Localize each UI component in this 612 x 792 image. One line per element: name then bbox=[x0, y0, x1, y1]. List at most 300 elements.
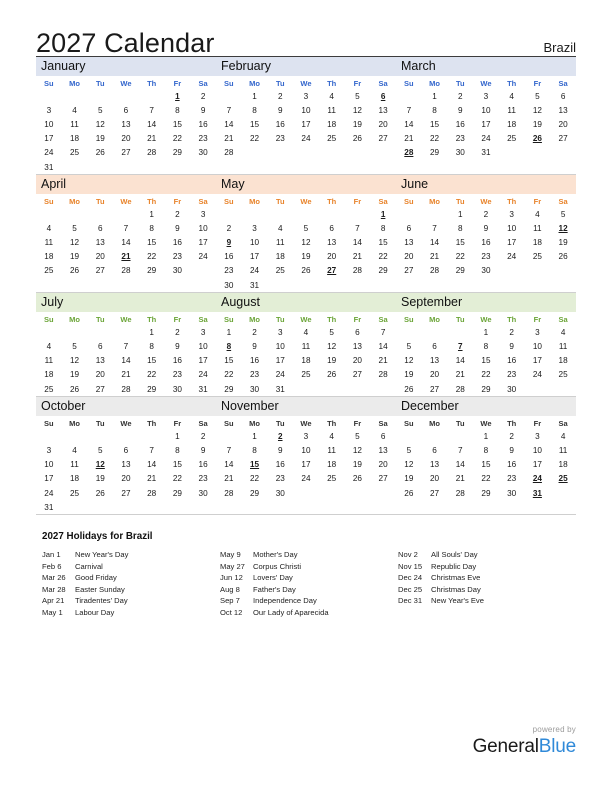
day-cell[interactable]: 7 bbox=[149, 445, 154, 455]
day-cell[interactable]: 22 bbox=[481, 474, 491, 484]
day-cell[interactable]: 5 bbox=[329, 327, 334, 337]
day-cell[interactable]: 28 bbox=[121, 266, 131, 276]
day-cell[interactable]: 15 bbox=[172, 119, 182, 129]
day-cell[interactable]: 29 bbox=[430, 148, 440, 158]
day-cell[interactable]: 25 bbox=[558, 370, 568, 380]
holiday-day-cell[interactable]: 15 bbox=[250, 460, 260, 470]
day-cell[interactable]: 27 bbox=[430, 488, 440, 498]
day-cell[interactable]: 20 bbox=[378, 460, 388, 470]
day-cell[interactable]: 7 bbox=[123, 223, 129, 233]
day-cell[interactable]: 7 bbox=[226, 445, 232, 455]
day-cell[interactable]: 13 bbox=[430, 460, 440, 470]
day-cell[interactable]: 6 bbox=[329, 223, 334, 233]
day-cell[interactable]: 18 bbox=[44, 370, 54, 380]
day-cell[interactable]: 10 bbox=[532, 445, 542, 455]
day-cell[interactable]: 10 bbox=[481, 105, 491, 115]
day-cell[interactable]: 12 bbox=[70, 238, 80, 248]
day-cell[interactable]: 26 bbox=[70, 384, 80, 394]
day-cell[interactable]: 15 bbox=[481, 460, 491, 470]
day-cell[interactable]: 21 bbox=[224, 134, 234, 144]
day-cell[interactable]: 21 bbox=[121, 370, 131, 380]
day-cell[interactable]: 31 bbox=[44, 502, 54, 512]
day-cell[interactable]: 1 bbox=[226, 327, 232, 337]
day-cell[interactable]: 18 bbox=[327, 119, 337, 129]
day-cell[interactable]: 30 bbox=[507, 488, 517, 498]
day-cell[interactable]: 25 bbox=[327, 474, 337, 484]
day-cell[interactable]: 24 bbox=[507, 252, 517, 262]
day-cell[interactable]: 25 bbox=[70, 148, 80, 158]
day-cell[interactable]: 22 bbox=[147, 252, 157, 262]
day-cell[interactable]: 4 bbox=[329, 91, 334, 101]
day-cell[interactable]: 11 bbox=[44, 356, 54, 366]
day-cell[interactable]: 25 bbox=[44, 384, 54, 394]
day-cell[interactable]: 16 bbox=[455, 119, 465, 129]
day-cell[interactable]: 31 bbox=[44, 162, 54, 172]
day-cell[interactable]: 19 bbox=[95, 474, 105, 484]
day-cell[interactable]: 12 bbox=[352, 105, 362, 115]
day-cell[interactable]: 29 bbox=[455, 266, 465, 276]
day-cell[interactable]: 17 bbox=[44, 474, 54, 484]
day-cell[interactable]: 13 bbox=[404, 238, 414, 248]
day-cell[interactable]: 19 bbox=[352, 119, 362, 129]
day-cell[interactable]: 10 bbox=[250, 238, 260, 248]
day-cell[interactable]: 25 bbox=[327, 134, 337, 144]
day-cell[interactable]: 15 bbox=[147, 356, 157, 366]
day-cell[interactable]: 31 bbox=[198, 384, 208, 394]
day-cell[interactable]: 21 bbox=[378, 356, 388, 366]
day-cell[interactable]: 23 bbox=[198, 134, 208, 144]
day-cell[interactable]: 10 bbox=[275, 342, 285, 352]
day-cell[interactable]: 6 bbox=[97, 342, 103, 352]
day-cell[interactable]: 14 bbox=[224, 460, 234, 470]
day-cell[interactable]: 29 bbox=[172, 148, 182, 158]
day-cell[interactable]: 2 bbox=[226, 223, 232, 233]
day-cell[interactable]: 19 bbox=[558, 238, 568, 248]
day-cell[interactable]: 19 bbox=[95, 134, 105, 144]
day-cell[interactable]: 29 bbox=[147, 384, 157, 394]
day-cell[interactable]: 26 bbox=[327, 370, 337, 380]
day-cell[interactable]: 27 bbox=[430, 384, 440, 394]
day-cell[interactable]: 28 bbox=[378, 370, 388, 380]
day-cell[interactable]: 3 bbox=[535, 327, 540, 337]
day-cell[interactable]: 7 bbox=[226, 105, 232, 115]
day-cell[interactable]: 7 bbox=[123, 342, 129, 352]
day-cell[interactable]: 26 bbox=[404, 488, 414, 498]
holiday-day-cell[interactable]: 24 bbox=[532, 474, 542, 484]
day-cell[interactable]: 3 bbox=[252, 223, 257, 233]
day-cell[interactable]: 6 bbox=[432, 342, 437, 352]
day-cell[interactable]: 22 bbox=[224, 370, 234, 380]
day-cell[interactable]: 13 bbox=[558, 105, 568, 115]
day-cell[interactable]: 18 bbox=[275, 252, 285, 262]
day-cell[interactable]: 24 bbox=[301, 474, 311, 484]
day-cell[interactable]: 14 bbox=[121, 356, 131, 366]
day-cell[interactable]: 29 bbox=[172, 488, 182, 498]
day-cell[interactable]: 22 bbox=[481, 370, 491, 380]
day-cell[interactable]: 19 bbox=[70, 252, 80, 262]
day-cell[interactable]: 3 bbox=[277, 327, 283, 337]
day-cell[interactable]: 16 bbox=[198, 119, 208, 129]
day-cell[interactable]: 31 bbox=[250, 280, 260, 290]
day-cell[interactable]: 20 bbox=[95, 370, 105, 380]
day-cell[interactable]: 23 bbox=[198, 474, 208, 484]
day-cell[interactable]: 22 bbox=[378, 252, 388, 262]
day-cell[interactable]: 29 bbox=[224, 384, 234, 394]
day-cell[interactable]: 16 bbox=[250, 356, 260, 366]
day-cell[interactable]: 7 bbox=[457, 445, 463, 455]
day-cell[interactable]: 9 bbox=[252, 342, 257, 352]
day-cell[interactable]: 19 bbox=[352, 460, 362, 470]
day-cell[interactable]: 26 bbox=[558, 252, 568, 262]
day-cell[interactable]: 15 bbox=[250, 119, 260, 129]
day-cell[interactable]: 21 bbox=[455, 474, 465, 484]
day-cell[interactable]: 28 bbox=[147, 488, 157, 498]
day-cell[interactable]: 14 bbox=[430, 238, 440, 248]
day-cell[interactable]: 3 bbox=[303, 91, 309, 101]
holiday-day-cell[interactable]: 12 bbox=[558, 223, 568, 233]
day-cell[interactable]: 27 bbox=[378, 134, 388, 144]
day-cell[interactable]: 29 bbox=[481, 488, 491, 498]
day-cell[interactable]: 16 bbox=[507, 460, 517, 470]
day-cell[interactable]: 30 bbox=[198, 148, 208, 158]
day-cell[interactable]: 30 bbox=[198, 488, 208, 498]
day-cell[interactable]: 21 bbox=[404, 134, 414, 144]
day-cell[interactable]: 25 bbox=[70, 488, 80, 498]
day-cell[interactable]: 2 bbox=[200, 91, 206, 101]
day-cell[interactable]: 20 bbox=[95, 252, 105, 262]
day-cell[interactable]: 4 bbox=[535, 209, 540, 219]
day-cell[interactable]: 24 bbox=[532, 370, 542, 380]
day-cell[interactable]: 14 bbox=[121, 238, 131, 248]
day-cell[interactable]: 3 bbox=[535, 431, 540, 441]
holiday-day-cell[interactable]: 1 bbox=[380, 209, 386, 219]
day-cell[interactable]: 1 bbox=[149, 209, 154, 219]
day-cell[interactable]: 20 bbox=[430, 370, 440, 380]
day-cell[interactable]: 20 bbox=[430, 474, 440, 484]
day-cell[interactable]: 19 bbox=[301, 252, 311, 262]
day-cell[interactable]: 24 bbox=[198, 252, 208, 262]
day-cell[interactable]: 14 bbox=[404, 119, 414, 129]
day-cell[interactable]: 9 bbox=[175, 342, 180, 352]
day-cell[interactable]: 4 bbox=[277, 223, 283, 233]
day-cell[interactable]: 20 bbox=[404, 252, 414, 262]
day-cell[interactable]: 9 bbox=[277, 105, 283, 115]
day-cell[interactable]: 18 bbox=[532, 238, 542, 248]
day-cell[interactable]: 8 bbox=[175, 105, 180, 115]
day-cell[interactable]: 25 bbox=[44, 266, 54, 276]
day-cell[interactable]: 8 bbox=[380, 223, 386, 233]
day-cell[interactable]: 6 bbox=[355, 327, 360, 337]
day-cell[interactable]: 15 bbox=[172, 460, 182, 470]
holiday-day-cell[interactable]: 6 bbox=[380, 91, 386, 101]
day-cell[interactable]: 20 bbox=[558, 119, 568, 129]
day-cell[interactable]: 18 bbox=[70, 134, 80, 144]
day-cell[interactable]: 13 bbox=[121, 460, 131, 470]
day-cell[interactable]: 5 bbox=[72, 342, 77, 352]
day-cell[interactable]: 23 bbox=[250, 370, 260, 380]
day-cell[interactable]: 8 bbox=[483, 342, 489, 352]
day-cell[interactable]: 4 bbox=[560, 431, 566, 441]
day-cell[interactable]: 11 bbox=[70, 119, 79, 129]
day-cell[interactable]: 2 bbox=[457, 91, 463, 101]
day-cell[interactable]: 8 bbox=[149, 223, 154, 233]
day-cell[interactable]: 5 bbox=[355, 431, 360, 441]
day-cell[interactable]: 2 bbox=[277, 91, 283, 101]
day-cell[interactable]: 28 bbox=[224, 488, 234, 498]
day-cell[interactable]: 21 bbox=[147, 474, 157, 484]
day-cell[interactable]: 3 bbox=[303, 431, 309, 441]
day-cell[interactable]: 12 bbox=[95, 119, 105, 129]
day-cell[interactable]: 24 bbox=[198, 370, 208, 380]
holiday-day-cell[interactable]: 26 bbox=[532, 134, 542, 144]
day-cell[interactable]: 3 bbox=[46, 445, 52, 455]
day-cell[interactable]: 11 bbox=[276, 238, 285, 248]
day-cell[interactable]: 15 bbox=[224, 356, 234, 366]
day-cell[interactable]: 30 bbox=[172, 384, 182, 394]
day-cell[interactable]: 4 bbox=[46, 223, 52, 233]
day-cell[interactable]: 16 bbox=[224, 252, 234, 262]
day-cell[interactable]: 5 bbox=[355, 91, 360, 101]
day-cell[interactable]: 22 bbox=[455, 252, 465, 262]
holiday-day-cell[interactable]: 27 bbox=[327, 266, 337, 276]
day-cell[interactable]: 23 bbox=[275, 474, 285, 484]
day-cell[interactable]: 1 bbox=[483, 327, 489, 337]
day-cell[interactable]: 27 bbox=[121, 148, 131, 158]
day-cell[interactable]: 10 bbox=[44, 460, 54, 470]
day-cell[interactable]: 5 bbox=[303, 223, 309, 233]
day-cell[interactable]: 17 bbox=[198, 238, 208, 248]
day-cell[interactable]: 13 bbox=[327, 238, 337, 248]
day-cell[interactable]: 14 bbox=[378, 342, 388, 352]
day-cell[interactable]: 17 bbox=[275, 356, 285, 366]
day-cell[interactable]: 4 bbox=[303, 327, 309, 337]
day-cell[interactable]: 11 bbox=[507, 105, 516, 115]
day-cell[interactable]: 24 bbox=[250, 266, 260, 276]
day-cell[interactable]: 5 bbox=[97, 445, 103, 455]
day-cell[interactable]: 28 bbox=[224, 148, 234, 158]
day-cell[interactable]: 27 bbox=[378, 474, 388, 484]
day-cell[interactable]: 30 bbox=[455, 148, 465, 158]
day-cell[interactable]: 15 bbox=[378, 238, 388, 248]
holiday-day-cell[interactable]: 31 bbox=[532, 488, 542, 498]
day-cell[interactable]: 16 bbox=[481, 238, 491, 248]
day-cell[interactable]: 12 bbox=[404, 356, 414, 366]
day-cell[interactable]: 27 bbox=[404, 266, 414, 276]
day-cell[interactable]: 25 bbox=[301, 370, 311, 380]
day-cell[interactable]: 17 bbox=[507, 238, 517, 248]
day-cell[interactable]: 22 bbox=[172, 134, 182, 144]
day-cell[interactable]: 15 bbox=[481, 356, 491, 366]
day-cell[interactable]: 9 bbox=[200, 445, 206, 455]
day-cell[interactable]: 9 bbox=[175, 223, 180, 233]
day-cell[interactable]: 27 bbox=[121, 488, 131, 498]
day-cell[interactable]: 29 bbox=[481, 384, 491, 394]
day-cell[interactable]: 19 bbox=[70, 370, 80, 380]
day-cell[interactable]: 1 bbox=[252, 91, 257, 101]
day-cell[interactable]: 20 bbox=[121, 134, 131, 144]
holiday-day-cell[interactable]: 8 bbox=[226, 342, 232, 352]
day-cell[interactable]: 26 bbox=[352, 474, 362, 484]
day-cell[interactable]: 12 bbox=[404, 460, 414, 470]
day-cell[interactable]: 23 bbox=[275, 134, 285, 144]
day-cell[interactable]: 5 bbox=[560, 209, 566, 219]
day-cell[interactable]: 1 bbox=[175, 431, 180, 441]
day-cell[interactable]: 8 bbox=[432, 105, 437, 115]
day-cell[interactable]: 2 bbox=[252, 327, 257, 337]
day-cell[interactable]: 10 bbox=[507, 223, 517, 233]
day-cell[interactable]: 28 bbox=[455, 384, 465, 394]
day-cell[interactable]: 26 bbox=[301, 266, 311, 276]
day-cell[interactable]: 16 bbox=[172, 356, 182, 366]
holiday-day-cell[interactable]: 12 bbox=[95, 460, 105, 470]
day-cell[interactable]: 14 bbox=[224, 119, 234, 129]
day-cell[interactable]: 7 bbox=[432, 223, 437, 233]
day-cell[interactable]: 13 bbox=[378, 445, 388, 455]
day-cell[interactable]: 17 bbox=[301, 119, 311, 129]
day-cell[interactable]: 20 bbox=[352, 356, 362, 366]
day-cell[interactable]: 17 bbox=[198, 356, 208, 366]
day-cell[interactable]: 2 bbox=[509, 327, 514, 337]
day-cell[interactable]: 21 bbox=[430, 252, 440, 262]
day-cell[interactable]: 30 bbox=[481, 266, 491, 276]
day-cell[interactable]: 16 bbox=[275, 119, 285, 129]
holiday-day-cell[interactable]: 21 bbox=[121, 252, 131, 262]
day-cell[interactable]: 6 bbox=[380, 431, 386, 441]
day-cell[interactable]: 20 bbox=[327, 252, 337, 262]
day-cell[interactable]: 4 bbox=[509, 91, 514, 101]
day-cell[interactable]: 20 bbox=[121, 474, 131, 484]
day-cell[interactable]: 1 bbox=[149, 327, 154, 337]
day-cell[interactable]: 9 bbox=[509, 445, 514, 455]
day-cell[interactable]: 18 bbox=[327, 460, 337, 470]
day-cell[interactable]: 1 bbox=[252, 431, 257, 441]
day-cell[interactable]: 18 bbox=[558, 356, 568, 366]
day-cell[interactable]: 6 bbox=[406, 223, 412, 233]
day-cell[interactable]: 4 bbox=[46, 342, 52, 352]
holiday-day-cell[interactable]: 2 bbox=[277, 431, 283, 441]
day-cell[interactable]: 28 bbox=[430, 266, 440, 276]
day-cell[interactable]: 24 bbox=[481, 134, 491, 144]
day-cell[interactable]: 23 bbox=[172, 252, 182, 262]
day-cell[interactable]: 18 bbox=[70, 474, 80, 484]
day-cell[interactable]: 6 bbox=[97, 223, 103, 233]
day-cell[interactable]: 22 bbox=[250, 134, 260, 144]
day-cell[interactable]: 13 bbox=[95, 238, 105, 248]
day-cell[interactable]: 18 bbox=[44, 252, 54, 262]
day-cell[interactable]: 27 bbox=[352, 370, 362, 380]
day-cell[interactable]: 26 bbox=[70, 266, 80, 276]
day-cell[interactable]: 2 bbox=[175, 327, 180, 337]
day-cell[interactable]: 11 bbox=[327, 105, 336, 115]
day-cell[interactable]: 1 bbox=[457, 209, 463, 219]
day-cell[interactable]: 10 bbox=[44, 119, 54, 129]
day-cell[interactable]: 30 bbox=[507, 384, 517, 394]
day-cell[interactable]: 1 bbox=[432, 91, 437, 101]
holiday-day-cell[interactable]: 28 bbox=[404, 148, 414, 158]
day-cell[interactable]: 16 bbox=[275, 460, 285, 470]
day-cell[interactable]: 28 bbox=[455, 488, 465, 498]
day-cell[interactable]: 29 bbox=[378, 266, 388, 276]
day-cell[interactable]: 7 bbox=[355, 223, 360, 233]
holiday-day-cell[interactable]: 7 bbox=[457, 342, 463, 352]
day-cell[interactable]: 17 bbox=[481, 119, 491, 129]
day-cell[interactable]: 24 bbox=[44, 488, 54, 498]
day-cell[interactable]: 15 bbox=[147, 238, 157, 248]
day-cell[interactable]: 20 bbox=[378, 119, 388, 129]
day-cell[interactable]: 9 bbox=[483, 223, 489, 233]
day-cell[interactable]: 14 bbox=[352, 238, 362, 248]
day-cell[interactable]: 31 bbox=[275, 384, 285, 394]
day-cell[interactable]: 5 bbox=[406, 342, 412, 352]
day-cell[interactable]: 12 bbox=[532, 105, 542, 115]
day-cell[interactable]: 19 bbox=[404, 370, 414, 380]
day-cell[interactable]: 14 bbox=[455, 460, 465, 470]
day-cell[interactable]: 6 bbox=[123, 445, 129, 455]
day-cell[interactable]: 18 bbox=[301, 356, 311, 366]
day-cell[interactable]: 23 bbox=[481, 252, 491, 262]
day-cell[interactable]: 3 bbox=[483, 91, 489, 101]
day-cell[interactable]: 8 bbox=[483, 445, 489, 455]
day-cell[interactable]: 16 bbox=[172, 238, 182, 248]
day-cell[interactable]: 17 bbox=[301, 460, 311, 470]
day-cell[interactable]: 26 bbox=[404, 384, 414, 394]
day-cell[interactable]: 8 bbox=[175, 445, 180, 455]
day-cell[interactable]: 10 bbox=[532, 342, 542, 352]
day-cell[interactable]: 23 bbox=[507, 370, 517, 380]
day-cell[interactable]: 21 bbox=[455, 370, 465, 380]
day-cell[interactable]: 11 bbox=[70, 460, 79, 470]
day-cell[interactable]: 16 bbox=[507, 356, 517, 366]
day-cell[interactable]: 10 bbox=[198, 342, 208, 352]
day-cell[interactable]: 13 bbox=[121, 119, 131, 129]
day-cell[interactable]: 2 bbox=[175, 209, 180, 219]
day-cell[interactable]: 15 bbox=[430, 119, 440, 129]
day-cell[interactable]: 14 bbox=[147, 460, 157, 470]
day-cell[interactable]: 21 bbox=[147, 134, 157, 144]
day-cell[interactable]: 9 bbox=[457, 105, 463, 115]
day-cell[interactable]: 24 bbox=[44, 148, 54, 158]
day-cell[interactable]: 15 bbox=[455, 238, 465, 248]
day-cell[interactable]: 22 bbox=[172, 474, 182, 484]
day-cell[interactable]: 5 bbox=[406, 445, 412, 455]
day-cell[interactable]: 23 bbox=[224, 266, 234, 276]
day-cell[interactable]: 6 bbox=[432, 445, 437, 455]
day-cell[interactable]: 6 bbox=[560, 91, 566, 101]
day-cell[interactable]: 23 bbox=[172, 370, 182, 380]
day-cell[interactable]: 2 bbox=[483, 209, 489, 219]
day-cell[interactable]: 25 bbox=[507, 134, 517, 144]
day-cell[interactable]: 6 bbox=[123, 105, 129, 115]
day-cell[interactable]: 4 bbox=[72, 445, 77, 455]
day-cell[interactable]: 12 bbox=[352, 445, 362, 455]
day-cell[interactable]: 18 bbox=[507, 119, 517, 129]
day-cell[interactable]: 9 bbox=[200, 105, 206, 115]
day-cell[interactable]: 13 bbox=[95, 356, 105, 366]
day-cell[interactable]: 19 bbox=[327, 356, 337, 366]
day-cell[interactable]: 4 bbox=[560, 327, 566, 337]
day-cell[interactable]: 28 bbox=[121, 384, 131, 394]
holiday-day-cell[interactable]: 25 bbox=[558, 474, 568, 484]
day-cell[interactable]: 12 bbox=[301, 238, 311, 248]
day-cell[interactable]: 8 bbox=[457, 223, 463, 233]
day-cell[interactable]: 14 bbox=[455, 356, 465, 366]
day-cell[interactable]: 5 bbox=[535, 91, 540, 101]
day-cell[interactable]: 7 bbox=[380, 327, 386, 337]
day-cell[interactable]: 17 bbox=[250, 252, 260, 262]
day-cell[interactable]: 19 bbox=[404, 474, 414, 484]
day-cell[interactable]: 18 bbox=[558, 460, 568, 470]
day-cell[interactable]: 12 bbox=[70, 356, 80, 366]
